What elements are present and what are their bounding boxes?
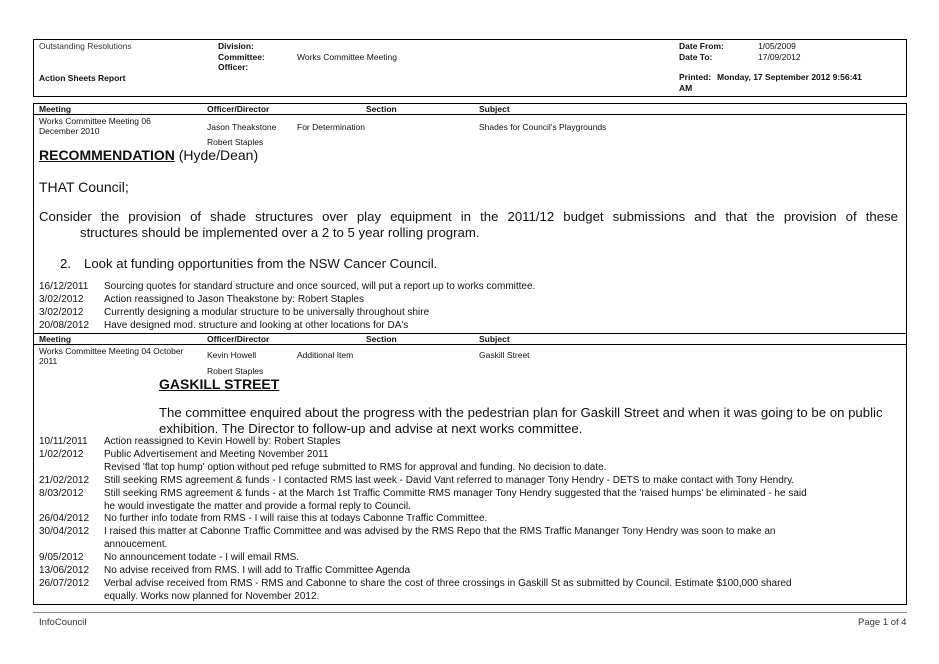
printed-value: Monday, 17 September 2012 9:56:41 bbox=[717, 72, 862, 82]
log-entry bbox=[39, 539, 807, 552]
log-date: 1/02/2012 bbox=[39, 448, 84, 460]
item2-para-line1: The committee enquired about the progress with the pedestrian plan for Gaskill Street and when it was going to be on public bbox=[159, 405, 883, 420]
log-date: 26/07/2012 bbox=[39, 577, 90, 589]
log-date: 30/04/2012 bbox=[39, 526, 90, 538]
item2-para-line2: exhibition. The Director to follow-up and advise at next works committee. bbox=[159, 421, 583, 436]
item2-col-officer: Officer/Director bbox=[207, 334, 270, 344]
item1-col-section: Section bbox=[366, 104, 397, 114]
item2-officer1: Kevin Howell bbox=[207, 350, 257, 360]
log-entry bbox=[39, 591, 807, 604]
log-text: annoucement. bbox=[104, 539, 168, 551]
item2-section: Additional Item bbox=[297, 350, 354, 360]
log-text: No advise received from RMS. I will add to Traffic Committee Agenda bbox=[104, 565, 411, 577]
division-label: Division: bbox=[218, 41, 254, 51]
item2-header-line bbox=[33, 344, 907, 345]
log-date: 3/02/2012 bbox=[39, 306, 84, 318]
log-text: Action reassigned to Kevin Howell by: Robert Staples bbox=[104, 436, 341, 447]
log-entry bbox=[39, 578, 807, 591]
committee-label: Committee: bbox=[218, 52, 265, 62]
log-entry bbox=[39, 307, 535, 320]
log-text: Currently designing a modular structure to be universally throughout shire bbox=[104, 306, 430, 318]
item1-col-meeting: Meeting bbox=[39, 104, 72, 114]
item2-col-section: Section bbox=[366, 334, 397, 344]
log-entry bbox=[39, 294, 535, 307]
item1-point2-number: 2. bbox=[60, 256, 71, 271]
recommendation-title: RECOMMENDATION bbox=[39, 147, 175, 163]
log-date: 8/03/2012 bbox=[39, 487, 84, 499]
item1-col-officer: Officer/Director bbox=[207, 104, 270, 114]
log-text: No announcement todate - I will email RMS. bbox=[104, 552, 300, 564]
item2-heading: GASKILL STREET bbox=[159, 376, 280, 392]
date-to-label: Date To: bbox=[679, 52, 713, 62]
date-from-label: Date From: bbox=[679, 41, 724, 51]
committee-value: Works Committee Meeting bbox=[297, 52, 397, 62]
footer-rule bbox=[33, 612, 907, 613]
log-entry bbox=[39, 526, 807, 539]
log-date: 13/06/2012 bbox=[39, 565, 90, 577]
date-to-value: 17/09/2012 bbox=[758, 52, 801, 62]
log-date: 16/12/2011 bbox=[39, 281, 89, 292]
log-date: 20/08/2012 bbox=[39, 319, 90, 331]
log-entry bbox=[39, 320, 535, 333]
item1-officer1: Jason Theakstone bbox=[207, 122, 277, 132]
log-date: 26/04/2012 bbox=[39, 513, 90, 525]
item1-para1-line2: structures should be implemented over a 2 to 5 year rolling program. bbox=[80, 225, 480, 240]
item2-col-meeting: Meeting bbox=[39, 334, 72, 344]
printed-value-2: AM bbox=[679, 83, 693, 93]
log-entry bbox=[39, 501, 807, 514]
log-text: Sourcing quotes for standard structure and once sourced, will put a report up to works committee. bbox=[104, 281, 536, 292]
log-text: Verbal advise received from RMS - RMS and Cabonne to share the cost of three crossings in Gaskill St as submitted by Council. Estimate $100,000 shared bbox=[104, 577, 792, 589]
log-text: equally. Works now planned for November 2012. bbox=[104, 590, 320, 602]
item1-meeting-line2: December 2010 bbox=[39, 126, 100, 136]
log-text: Still seeking RMS agreement & funds - I contacted RMS last week - David Vant referred to manager Tony Hendry - DETS to make contact with Tony Hendry. bbox=[104, 474, 795, 486]
log-text: Action reassigned to Jason Theakstone by: Robert Staples bbox=[104, 293, 364, 305]
item1-section: For Determination bbox=[297, 122, 366, 132]
item1-subject: Shades for Council's Playgrounds bbox=[479, 122, 607, 132]
item2-header-top-line bbox=[33, 333, 907, 334]
date-from-value: 1/05/2009 bbox=[758, 41, 796, 51]
log-entry bbox=[39, 449, 807, 462]
item1-header-line bbox=[33, 114, 907, 115]
log-entry bbox=[39, 513, 807, 526]
report-title: Action Sheets Report bbox=[39, 73, 126, 83]
footer-page-label: Page 1 of 4 bbox=[858, 617, 907, 628]
that-council: THAT Council; bbox=[39, 179, 129, 195]
log-text: he would investigate the matter and provide a formal reply to Council. bbox=[104, 500, 411, 512]
log-entry bbox=[39, 552, 807, 565]
item2-meeting-line2: 2011 bbox=[39, 356, 58, 366]
item2-meeting-line1: Works Committee Meeting 04 October bbox=[39, 346, 184, 356]
printed-label: Printed: bbox=[679, 72, 712, 82]
item1-officer2: Robert Staples bbox=[207, 137, 264, 147]
log-entry bbox=[39, 488, 807, 501]
log-date: 3/02/2012 bbox=[39, 293, 84, 305]
log-entry bbox=[39, 436, 807, 449]
item2-col-subject: Subject bbox=[479, 334, 510, 344]
log-text: No further info todate from RMS - I will raise this at todays Cabonne Traffic Committee. bbox=[104, 513, 488, 525]
item1-action-log bbox=[39, 281, 535, 333]
item1-meeting-line1: Works Committee Meeting 06 bbox=[39, 116, 151, 126]
item2-subject: Gaskill Street bbox=[479, 350, 530, 360]
log-text: Have designed mod. structure and looking at other locations for DA's bbox=[104, 319, 409, 331]
log-date: 10/11/2011 bbox=[39, 436, 88, 447]
log-date: 9/05/2012 bbox=[39, 552, 84, 564]
officer-label: Officer: bbox=[218, 62, 249, 72]
item1-point2-text: Look at funding opportunities from the NSW Cancer Council. bbox=[84, 256, 438, 271]
log-text: Revised 'flat top hump' option without ped refuge submitted to RMS for approval and funding. No decision to date. bbox=[104, 461, 607, 473]
report-type: Outstanding Resolutions bbox=[39, 41, 132, 51]
log-entry bbox=[39, 475, 807, 488]
log-date: 21/02/2012 bbox=[39, 474, 90, 486]
item2-action-log bbox=[39, 436, 807, 604]
log-entry bbox=[39, 565, 807, 578]
log-entry bbox=[39, 462, 807, 475]
recommendation-movers: (Hyde/Dean) bbox=[178, 147, 259, 163]
log-text: Public Advertisement and Meeting November 2011 bbox=[104, 448, 329, 460]
item1-col-subject: Subject bbox=[479, 104, 510, 114]
log-text: I raised this matter at Cabonne Traffic Committee and was advised by the RMS Repo that the RMS Traffic Mananger Tony Hendry was soon to make an bbox=[104, 526, 776, 538]
item2-officer2: Robert Staples bbox=[207, 366, 264, 376]
footer-brand: InfoCouncil bbox=[39, 617, 87, 628]
log-entry bbox=[39, 281, 535, 294]
item1-para1-line1: Consider the provision of shade structures over play equipment in the 2011/12 budget submissions and that the provision of these bbox=[39, 209, 898, 224]
recommendation-heading bbox=[39, 147, 258, 164]
log-text: Still seeking RMS agreement & funds - at the March 1st Traffic Committe RMS manager Tony Hendry suggested that the 'raised humps' be eliminated - he said bbox=[104, 487, 807, 499]
